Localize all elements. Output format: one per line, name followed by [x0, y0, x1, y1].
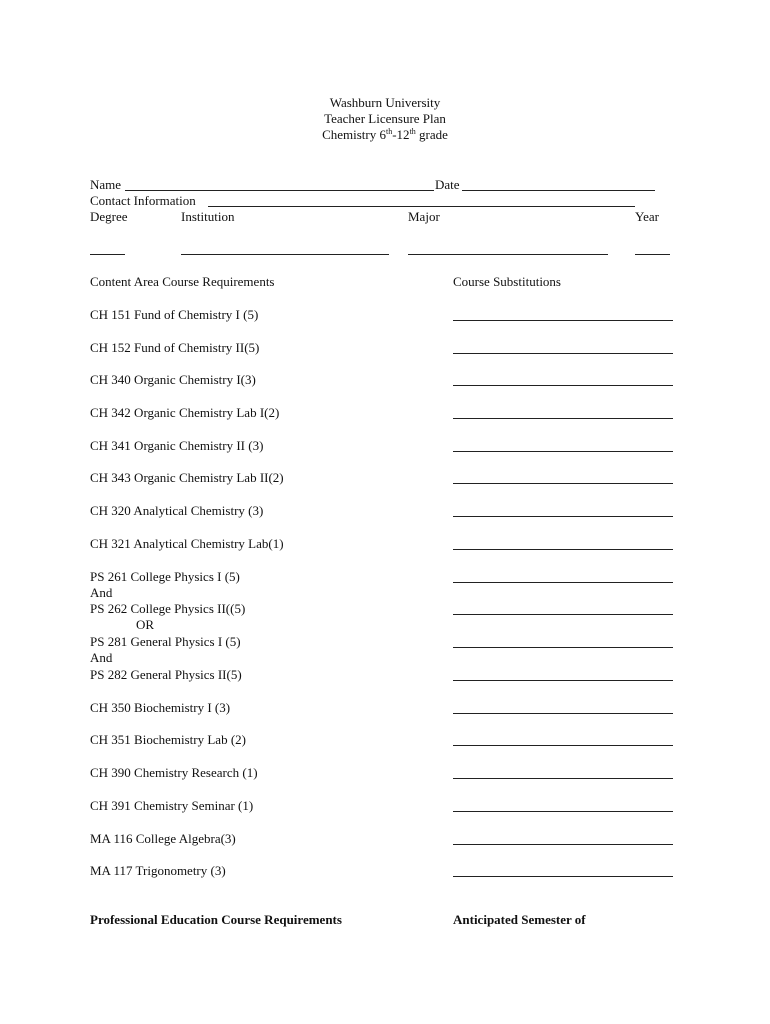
degree-label: Degree [90, 209, 128, 224]
connector-or: OR [136, 617, 155, 632]
connector-and: And [90, 585, 113, 600]
substitution-field[interactable] [453, 385, 673, 386]
substitution-field[interactable] [453, 451, 673, 452]
course-item: CH 320 Analytical Chemistry (3) [90, 503, 264, 518]
course-item: MA 116 College Algebra(3) [90, 831, 236, 846]
course-item: CH 341 Organic Chemistry II (3) [90, 438, 264, 453]
substitution-field[interactable] [453, 320, 673, 321]
course-item: CH 321 Analytical Chemistry Lab(1) [90, 536, 284, 551]
course-item: CH 342 Organic Chemistry Lab I(2) [90, 405, 280, 420]
name-field[interactable] [125, 190, 434, 191]
substitution-field[interactable] [453, 516, 673, 517]
course-item: PS 281 General Physics I (5) [90, 634, 241, 649]
course-item: CH 151 Fund of Chemistry I (5) [90, 307, 259, 322]
substitution-field[interactable] [453, 811, 673, 812]
course-item: CH 351 Biochemistry Lab (2) [90, 732, 246, 747]
substitution-field[interactable] [453, 483, 673, 484]
substitution-field[interactable] [453, 844, 673, 845]
contact-label: Contact Information [90, 193, 196, 208]
substitution-field[interactable] [453, 647, 673, 648]
course-item: CH 390 Chemistry Research (1) [90, 765, 258, 780]
content-area-heading: Content Area Course Requirements [90, 274, 275, 289]
course-item: PS 282 General Physics II(5) [90, 667, 242, 682]
anticipated-semester-heading: Anticipated Semester of [453, 912, 586, 927]
plan-title: Teacher Licensure Plan [324, 111, 446, 126]
professional-heading: Professional Education Course Requirements [90, 912, 342, 927]
course-item: CH 350 Biochemistry I (3) [90, 700, 231, 715]
contact-field[interactable] [208, 206, 635, 207]
substitution-field[interactable] [453, 876, 673, 877]
institution-label: Institution [181, 209, 235, 224]
date-field[interactable] [462, 190, 655, 191]
course-item: PS 261 College Physics I (5) [90, 569, 240, 584]
course-item: PS 262 College Physics II((5) [90, 601, 246, 616]
year-label: Year [635, 209, 659, 224]
course-substitutions-heading: Course Substitutions [453, 274, 561, 289]
major-field[interactable] [408, 254, 608, 255]
date-label: Date [435, 177, 460, 192]
course-item: MA 117 Trigonometry (3) [90, 863, 226, 878]
course-item: CH 343 Organic Chemistry Lab II(2) [90, 470, 284, 485]
substitution-field[interactable] [453, 614, 673, 615]
substitution-field[interactable] [453, 582, 673, 583]
substitution-field[interactable] [453, 713, 673, 714]
substitution-field[interactable] [453, 418, 673, 419]
substitution-field[interactable] [453, 778, 673, 779]
course-item: CH 340 Organic Chemistry I(3) [90, 372, 256, 387]
institution-field[interactable] [181, 254, 389, 255]
name-label: Name [90, 177, 122, 192]
major-label: Major [408, 209, 440, 224]
course-item: CH 152 Fund of Chemistry II(5) [90, 340, 260, 355]
substitution-field[interactable] [453, 745, 673, 746]
substitution-field[interactable] [453, 680, 673, 681]
substitution-field[interactable] [453, 549, 673, 550]
connector-and: And [90, 650, 113, 665]
subject-title: Chemistry 6th-12th grade [322, 127, 448, 142]
degree-field[interactable] [90, 254, 125, 255]
course-item: CH 391 Chemistry Seminar (1) [90, 798, 254, 813]
substitution-field[interactable] [453, 353, 673, 354]
year-field[interactable] [635, 254, 670, 255]
university-title: Washburn University [329, 95, 441, 110]
